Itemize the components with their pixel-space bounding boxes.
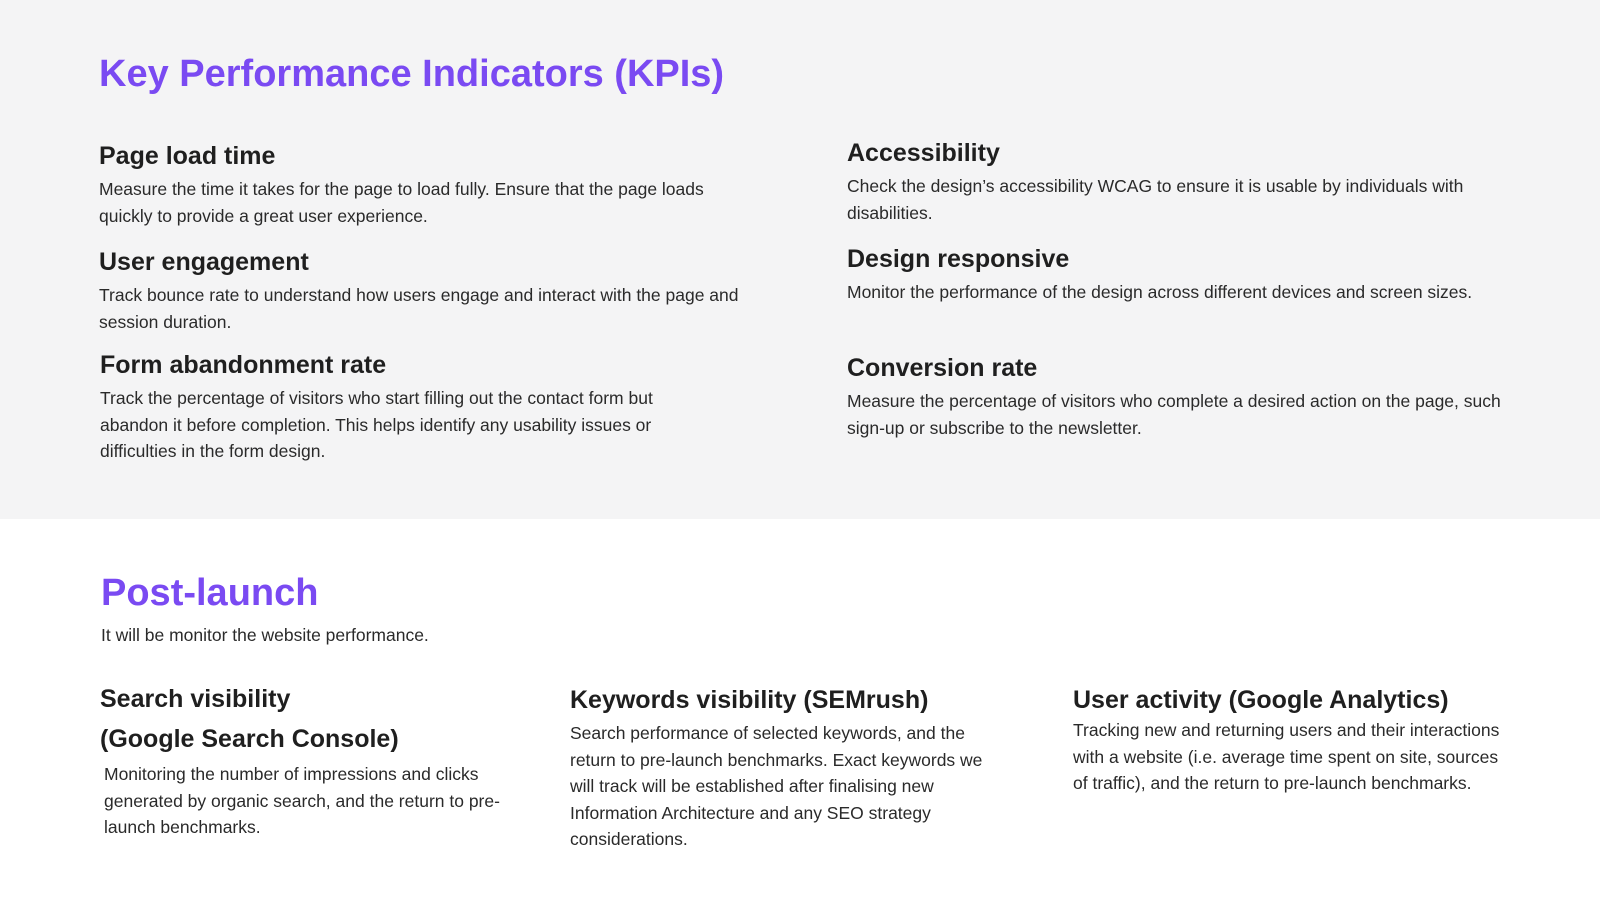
post-item-text: Search performance of selected keywords, and the return to pre-launch benchmarks. Exact keywords we will track will be established after finalising new Information Architecture and any SEO strategy considerations. (570, 723, 983, 849)
kpi-item-page-load-time (99, 140, 749, 229)
post-item-text: Monitoring the number of impressions and clicks generated by organic search, and the return to pre-launch benchmarks. (104, 764, 500, 837)
kpi-item-heading: Accessibility (847, 139, 1000, 167)
kpi-item-heading: User engagement (99, 248, 309, 276)
kpi-item-text: Measure the percentage of visitors who complete a desired action on the page, such sign-up or subscribe to the newsletter. (847, 391, 1501, 438)
post-item-heading: User activity (Google Analytics) (1073, 686, 1449, 714)
kpi-item-text: Check the design’s accessibility WCAG to ensure it is usable by individuals with disabilities. (847, 176, 1464, 223)
post-item-keywords-visibility (570, 684, 1005, 853)
kpi-item-design-responsive (847, 243, 1487, 306)
kpi-item-text: Measure the time it takes for the page to load fully. Ensure that the page loads quickly to provide a great user experience. (99, 179, 704, 226)
post-item-search-visibility (100, 679, 530, 841)
kpi-item-text: Track the percentage of visitors who start filling out the contact form but abandon it before completion. This helps identify any usability issues or difficulties in the form design. (100, 388, 653, 461)
kpi-item-form-abandonment-rate (100, 349, 710, 465)
post-item-text: Tracking new and returning users and their interactions with a website (i.e. average time spent on site, sources of traffic), and the return to pre-launch benchmarks. (1073, 720, 1500, 793)
post-launch-section (0, 519, 1600, 900)
post-item-heading-line1: Search visibility (100, 685, 291, 713)
post-item-heading: Keywords visibility (SEMrush) (570, 686, 929, 714)
kpi-item-accessibility (847, 137, 1507, 226)
kpi-item-text: Track bounce rate to understand how users engage and interact with the page and session duration. (99, 285, 739, 332)
kpi-item-user-engagement (99, 246, 749, 335)
post-launch-title: Post-launch (101, 572, 319, 614)
kpi-item-heading: Design responsive (847, 245, 1070, 273)
kpi-item-heading: Page load time (99, 142, 276, 170)
kpi-title: Key Performance Indicators (KPIs) (99, 53, 725, 95)
post-launch-subtitle: It will be monitor the website performance. (101, 625, 429, 645)
kpi-item-text: Monitor the performance of the design across different devices and screen sizes. (847, 282, 1473, 302)
kpi-item-heading: Form abandonment rate (100, 351, 387, 379)
post-item-heading-line2: (Google Search Console) (100, 725, 399, 753)
kpi-item-heading: Conversion rate (847, 354, 1038, 382)
kpi-item-conversion-rate (847, 352, 1507, 441)
post-item-user-activity (1073, 684, 1508, 797)
